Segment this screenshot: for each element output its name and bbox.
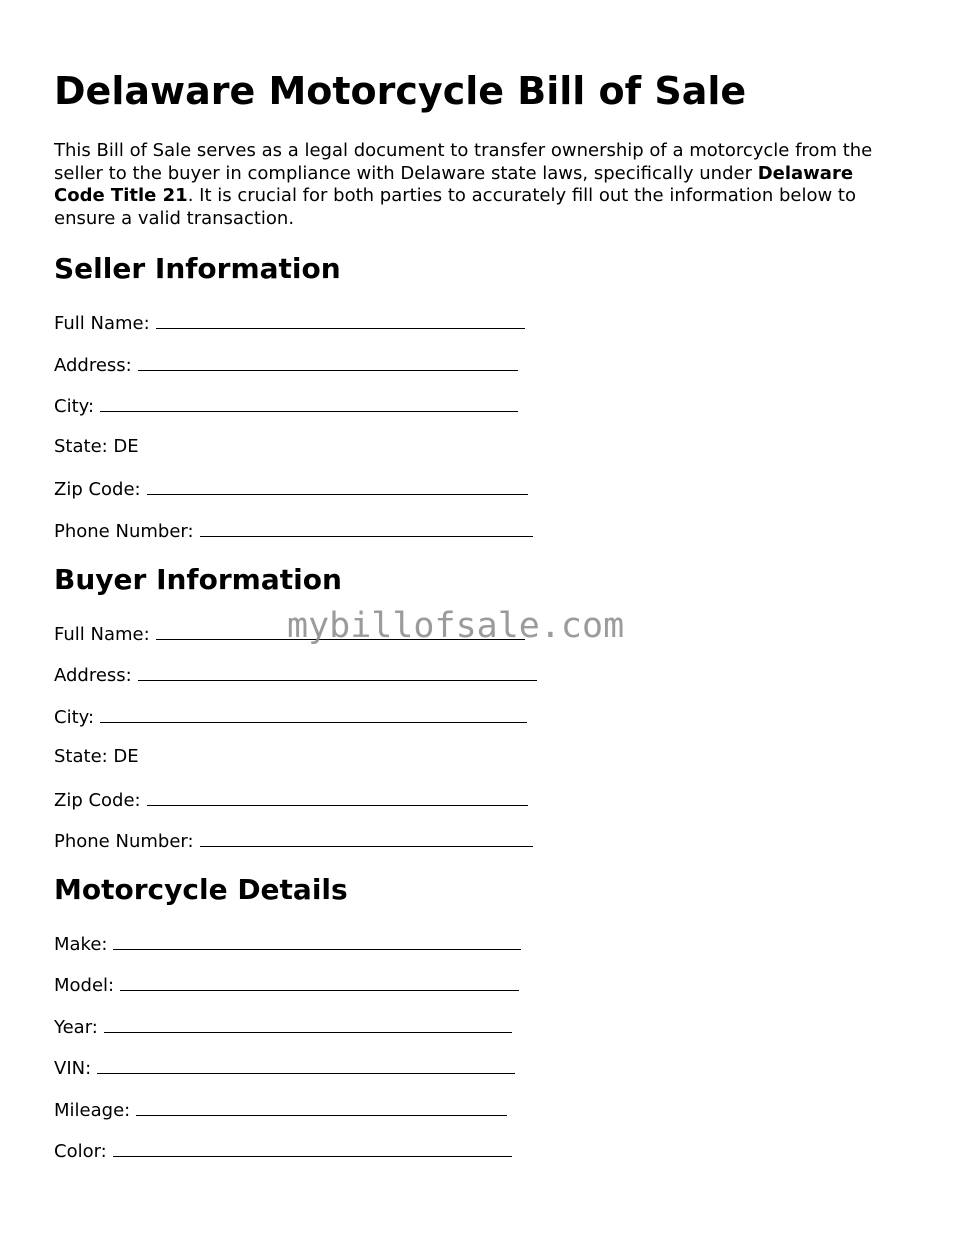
- seller-address-line[interactable]: [138, 352, 518, 371]
- motorcycle-color-label: Color:: [54, 1141, 107, 1162]
- motorcycle-vin-field: [54, 1055, 515, 1081]
- buyer-zip-field: [54, 787, 528, 813]
- motorcycle-mileage-field: [54, 1097, 507, 1123]
- intro-text-start: This Bill of Sale serves as a legal document to transfer ownership of a motorcycle from the seller to the buyer in compliance with Delaware state laws, specifically under: [54, 140, 873, 184]
- motorcycle-year-line[interactable]: [104, 1014, 512, 1033]
- seller-phone-label: Phone Number:: [54, 521, 194, 542]
- motorcycle-year-field: [54, 1014, 512, 1040]
- buyer-city-line[interactable]: [100, 704, 527, 723]
- buyer-full-name-label: Full Name:: [54, 624, 150, 645]
- seller-full-name-line[interactable]: [156, 310, 525, 329]
- seller-zip-field: [54, 476, 528, 502]
- buyer-zip-label: Zip Code:: [54, 790, 141, 811]
- buyer-state-label: State: DE: [54, 746, 139, 767]
- motorcycle-color-field: [54, 1138, 512, 1164]
- buyer-phone-line[interactable]: [200, 828, 533, 847]
- seller-full-name-field: [54, 310, 525, 336]
- motorcycle-mileage-label: Mileage:: [54, 1100, 131, 1121]
- motorcycle-color-line[interactable]: [113, 1138, 512, 1157]
- seller-zip-line[interactable]: [147, 476, 528, 495]
- motorcycle-mileage-line[interactable]: [136, 1097, 507, 1116]
- buyer-address-label: Address:: [54, 665, 132, 686]
- seller-city-label: City:: [54, 396, 95, 417]
- buyer-city-field: [54, 704, 527, 730]
- seller-address-field: [54, 352, 518, 378]
- motorcycle-section-heading: Motorcycle Details: [54, 873, 348, 906]
- buyer-address-line[interactable]: [138, 662, 537, 681]
- buyer-address-field: [54, 662, 537, 688]
- motorcycle-make-line[interactable]: [113, 931, 521, 950]
- intro-paragraph: [54, 140, 904, 230]
- buyer-state-field: [54, 745, 139, 769]
- motorcycle-make-label: Make:: [54, 934, 108, 955]
- watermark: mybillofsale.com: [287, 606, 625, 646]
- buyer-phone-label: Phone Number:: [54, 831, 194, 852]
- seller-city-field: [54, 393, 518, 419]
- seller-city-line[interactable]: [100, 393, 518, 412]
- seller-state-field: [54, 435, 139, 459]
- intro-text-end: . It is crucial for both parties to accurately fill out the information below to ensure a valid transaction.: [54, 185, 856, 229]
- seller-phone-line[interactable]: [200, 518, 533, 537]
- seller-full-name-label: Full Name:: [54, 313, 150, 334]
- motorcycle-model-field: [54, 972, 519, 998]
- seller-state-label: State: DE: [54, 436, 139, 457]
- motorcycle-model-label: Model:: [54, 975, 115, 996]
- motorcycle-vin-label: VIN:: [54, 1058, 92, 1079]
- motorcycle-vin-line[interactable]: [97, 1055, 515, 1074]
- buyer-zip-line[interactable]: [147, 787, 528, 806]
- motorcycle-year-label: Year:: [54, 1017, 98, 1038]
- document-title: Delaware Motorcycle Bill of Sale: [54, 69, 747, 113]
- buyer-section-heading: Buyer Information: [54, 563, 342, 596]
- motorcycle-model-line[interactable]: [120, 972, 519, 991]
- seller-phone-field: [54, 518, 533, 544]
- seller-section-heading: Seller Information: [54, 252, 341, 285]
- buyer-city-label: City:: [54, 707, 95, 728]
- motorcycle-make-field: [54, 931, 521, 957]
- intro-legal-code: Delaware Code Title 21: [54, 162, 854, 206]
- buyer-phone-field: [54, 828, 533, 854]
- seller-zip-label: Zip Code:: [54, 479, 141, 500]
- seller-address-label: Address:: [54, 355, 132, 376]
